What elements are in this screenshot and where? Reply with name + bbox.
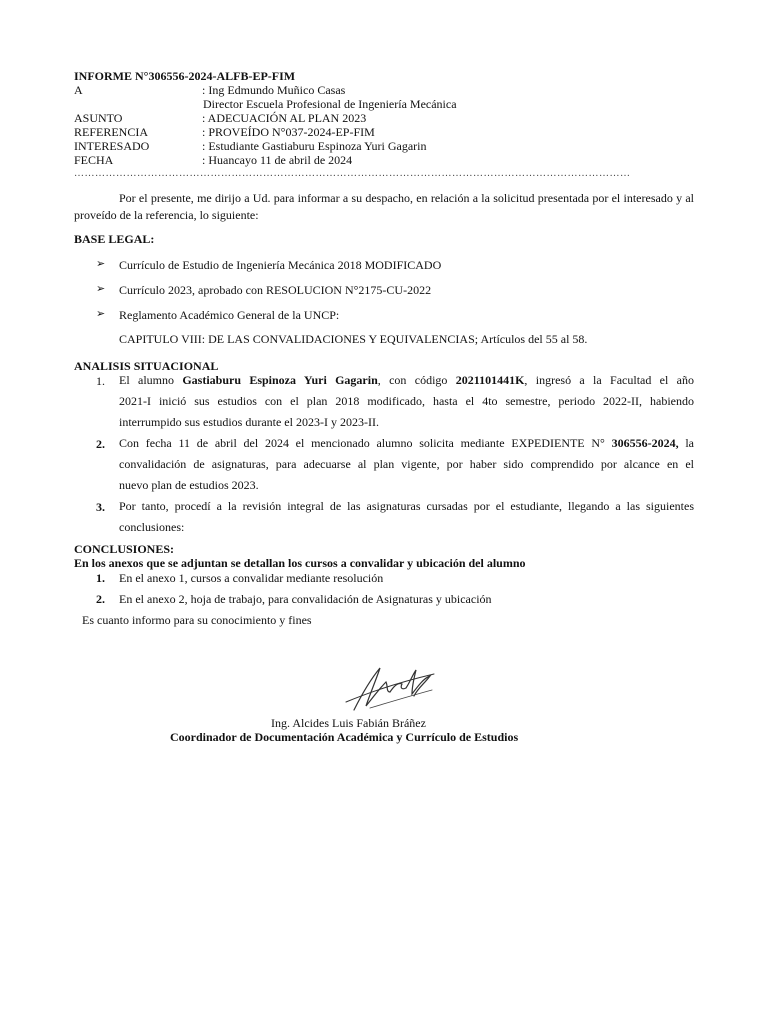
analisis-text: interrumpido sus estudios durante el 2023-I y 2023-II.: [119, 415, 379, 429]
header-value-director: Director Escuela Profesional de Ingeniería Mecánica: [203, 97, 457, 111]
header-value-referencia: : PROVEÍDO N°037-2024-EP-FIM: [202, 125, 375, 139]
header-value-asunto: : ADECUACIÓN AL PLAN 2023: [202, 111, 367, 125]
header-label-referencia: REFERENCIA: [74, 125, 149, 139]
report-title: INFORME N°306556-2024-ALFB-EP-FIM: [74, 69, 296, 83]
student-name: Gastiaburu Espinoza Yuri Gagarin: [182, 373, 378, 387]
analisis-text: , con código: [377, 373, 456, 387]
header-value-fecha: : Huancayo 11 de abril de 2024: [202, 153, 353, 167]
analisis-text: Por tanto, procedí a la revisión integral de las asignaturas cursadas por el estudiante, llegando a las siguientes: [119, 499, 694, 513]
header-label-a: A: [74, 83, 83, 97]
arrow-bullet-icon: ➢: [96, 283, 106, 295]
analisis-number: 1.: [96, 374, 105, 388]
header-separator: ……………………………………………………………………………………………………………………………………………: [74, 168, 631, 179]
analisis-number: 2.: [96, 437, 105, 451]
header-label-asunto: ASUNTO: [74, 111, 123, 125]
base-legal-item: Currículo de Estudio de Ingeniería Mecánica 2018 MODIFICADO: [119, 258, 442, 272]
base-legal-heading: BASE LEGAL:: [74, 232, 155, 246]
analisis-text: Con fecha 11 de abril del 2024 el mencionado alumno solicita mediante EXPEDIENTE N°: [119, 436, 612, 450]
expediente-number: 306556-2024,: [611, 436, 679, 450]
analisis-text: 2021-I inició sus estudios con el plan 2018 modificado, hasta el 4to semestre, periodo 2022-II, habiendo: [119, 394, 694, 408]
arrow-bullet-icon: ➢: [96, 308, 106, 320]
conclusiones-heading: CONCLUSIONES:: [74, 542, 175, 556]
header-label-interesado: INTERESADO: [74, 139, 150, 153]
base-legal-item: Reglamento Académico General de la UNCP:: [119, 308, 340, 322]
analisis-item-2: [119, 433, 694, 496]
analisis-number: 3.: [96, 500, 105, 514]
student-code: 2021101441K: [455, 373, 525, 387]
signatory-role: Coordinador de Documentación Académica y Currículo de Estudios: [170, 730, 519, 744]
analisis-item-3: [119, 496, 694, 538]
conclusion-number: 2.: [96, 592, 105, 606]
header-value-interesado: : Estudiante Gastiaburu Espinoza Yuri Gagarin: [202, 139, 427, 153]
arrow-bullet-icon: ➢: [96, 258, 106, 270]
header-label-fecha: FECHA: [74, 153, 114, 167]
intro-paragraph: Por el presente, me dirijo a Ud. para informar a su despacho, en relación a la solicitud presentada por el interesado y al proveído de la referencia, lo siguiente:: [74, 191, 694, 222]
analisis-text: nuevo plan de estudios 2023.: [119, 478, 259, 492]
conclusiones-subheading: En los anexos que se adjuntan se detallan los cursos a convalidar y ubicación del alumno: [74, 556, 526, 570]
analisis-item-1: [119, 370, 694, 433]
analisis-text: El alumno: [119, 373, 183, 387]
analisis-text: conclusiones:: [119, 520, 185, 534]
conclusion-number: 1.: [96, 571, 105, 585]
handwritten-signature: [340, 658, 440, 718]
header-value-a: : Ing Edmundo Muñico Casas: [202, 83, 346, 97]
conclusion-item: En el anexo 2, hoja de trabajo, para convalidación de Asignaturas y ubicación: [119, 592, 492, 606]
closing-line: Es cuanto informo para su conocimiento y fines: [82, 613, 312, 627]
base-legal-chapter: CAPITULO VIII: DE LAS CONVALIDACIONES Y EQUIVALENCIAS; Artículos del 55 al 58.: [119, 332, 588, 346]
analisis-text: , ingresó a la Facultad el año: [524, 373, 694, 387]
analisis-heading: ANALISIS SITUACIONAL: [74, 359, 219, 373]
base-legal-item: Currículo 2023, aprobado con RESOLUCION N°2175-CU-2022: [119, 283, 432, 297]
signatory-name: Ing. Alcides Luis Fabián Bráñez: [271, 716, 426, 730]
analisis-text: la: [678, 436, 694, 450]
analisis-text: convalidación de asignaturas, para adecuarse al plan vigente, por haber sido comprendido por alcance en el: [119, 457, 694, 471]
conclusion-item: En el anexo 1, cursos a convalidar mediante resolución: [119, 571, 384, 585]
